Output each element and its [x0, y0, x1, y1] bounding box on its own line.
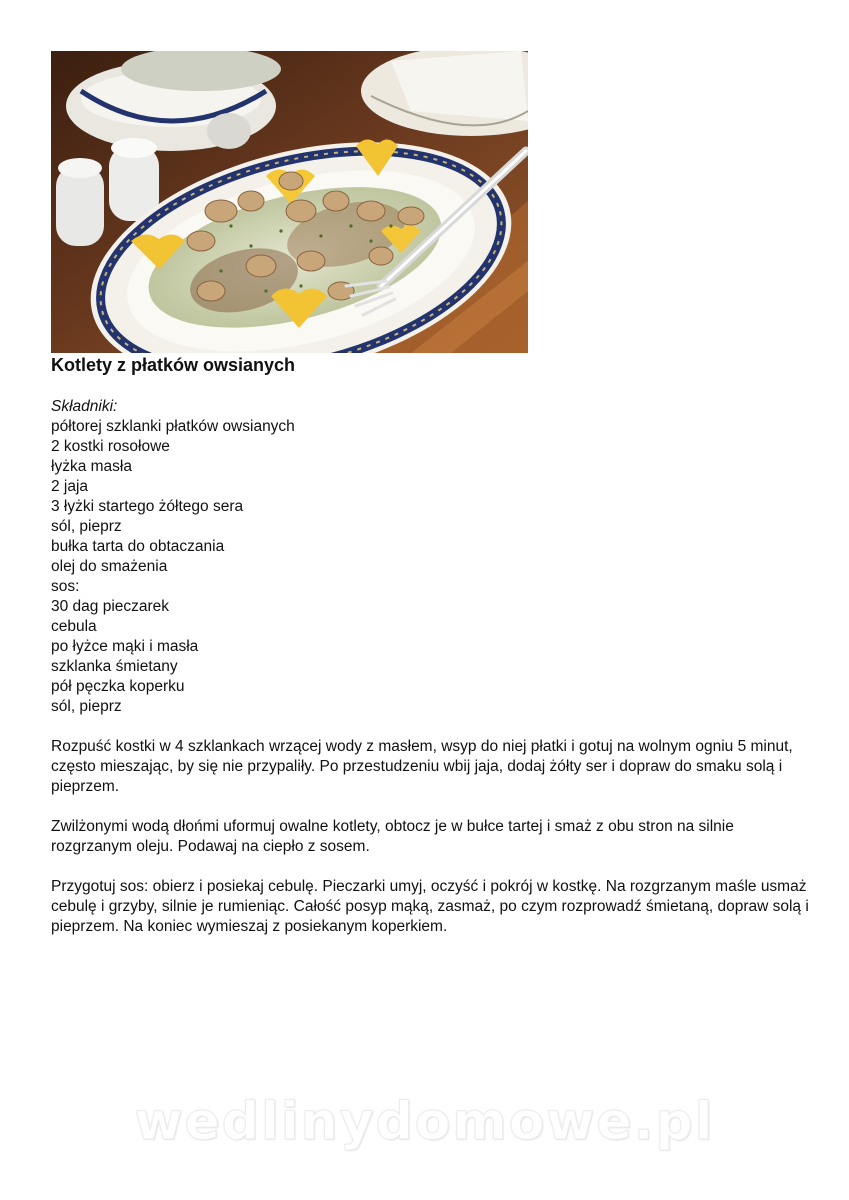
step-paragraph: Rozpuść kostki w 4 szklankach wrzącej wody z masłem, wsyp do niej płatki i gotuj na wolnym ogniu 5 minut, często mieszając, by się nie przypaliły. Po przestudzeniu wbij jaja, dodaj żółty ser i dopraw do smaku solą i pieprzem. [51, 738, 793, 795]
step-paragraph: Zwilżonymi wodą dłońmi uformuj owalne kotlety, obtocz je w bułce tartej i smaż z obu stron na silnie rozgrzanym oleju. Podawaj na ciepło z sosem. [51, 818, 734, 855]
step-paragraph: Przygotuj sos: obierz i posiekaj cebulę. Pieczarki umyj, oczyść i pokrój w kostkę. Na rozgrzanym maśle usmaż cebulę i grzyby, silnie je rumieniąc. Całość posyp mąką, zasmaż, po czym rozprowadź śmietaną, dopraw solą i pieprzem. Na koniec wymieszaj z posiekanym koperkiem. [51, 878, 809, 935]
ingredient-item: pół pęczka koperku [51, 678, 185, 695]
ingredients-heading: Składniki: [51, 398, 118, 415]
ingredient-item: szklanka śmietany [51, 658, 178, 675]
ingredient-item: sos: [51, 578, 80, 595]
recipe-title: Kotlety z płatków owsianych [51, 355, 296, 375]
recipe-body [51, 397, 811, 937]
ingredient-item: cebula [51, 618, 97, 635]
ingredient-item: łyżka masła [51, 458, 132, 475]
watermark: wedlinydomowe.pl [134, 1092, 715, 1152]
dish-photo [51, 51, 528, 353]
ingredient-item: bułka tarta do obtaczania [51, 538, 225, 555]
ingredient-item: 2 kostki rosołowe [51, 438, 170, 455]
ingredient-item: sól, pieprz [51, 518, 122, 535]
ingredients-list [51, 417, 811, 717]
ingredient-item: 3 łyżki startego żółtego sera [51, 498, 244, 515]
ingredient-item: 30 dag pieczarek [51, 598, 170, 615]
ingredient-item: sól, pieprz [51, 698, 122, 715]
ingredient-item: po łyżce mąki i masła [51, 638, 199, 655]
ingredient-item: półtorej szklanki płatków owsianych [51, 418, 295, 435]
ingredient-item: 2 jaja [51, 478, 89, 495]
ingredient-item: olej do smażenia [51, 558, 168, 575]
